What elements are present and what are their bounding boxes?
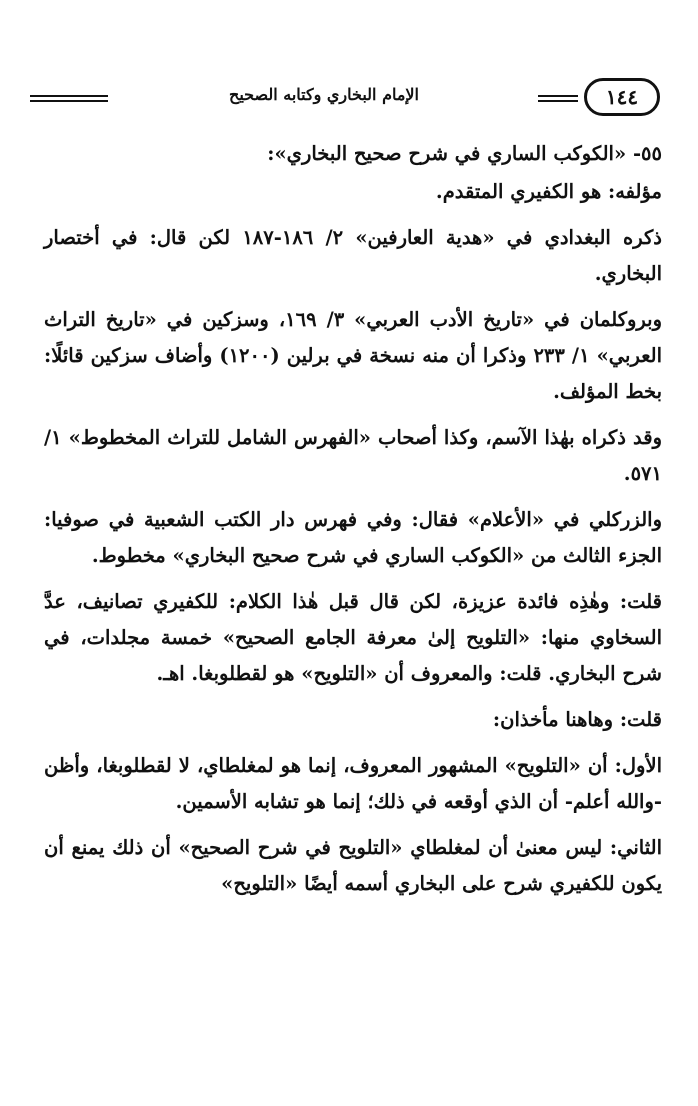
paragraph: الثاني: ليس معنىٰ أن لمغلطاي «التلويح في شرح الصحيح» أن ذلك يمنع أن يكون للكفيري شرح على البخاري أسمه أيضًا «التلويح» xyxy=(44,836,662,895)
paragraph: قلت: وهٰذِه فائدة عزيزة، لكن قال قبل هٰذا الكلام: للكفيري تصانيف، عدَّ السخاوي منها: «التلويح إلىٰ معرفة الجامع الصحيح» خمسة مجلدات، في شرح البخاري. قلت: والمعروف أن «التلويح» هو لقطلوبغا. اهـ. xyxy=(44,590,662,685)
running-title: الإمام البخاري وكتابه الصحيح xyxy=(229,85,419,104)
header-rule-left xyxy=(30,95,108,102)
paragraph: وقد ذكراه بهٰذا الآسم، وكذا أصحاب «الفهرس الشامل للتراث المخطوط» ١/ ٥٧١. xyxy=(44,426,662,485)
entry-heading: ٥٥- «الكوكب الساري في شرح صحيح البخاري»: xyxy=(267,142,662,165)
page-header xyxy=(30,78,660,118)
page-number: ١٤٤ xyxy=(584,78,660,116)
header-rule-right xyxy=(538,95,578,102)
page-body xyxy=(44,136,662,912)
paragraph: وبروكلمان في «تاريخ الأدب العربي» ٣/ ١٦٩، وسزكين في «تاريخ التراث العربي» ١/ ٢٣٣ وذكرا أن منه نسخة في برلين (١٢٠٠) وأضاف سزكين قائلًا: بخط المؤلف. xyxy=(44,308,662,403)
paragraph: والزركلي في «الأعلام» فقال: وفي فهرس دار الكتب الشعبية في صوفيا: الجزء الثالث من «الكوكب الساري في شرح صحيح البخاري» مخطوط. xyxy=(44,508,662,567)
paragraph: الأول: أن «التلويح» المشهور المعروف، إنما هو لمغلطاي، لا لقطلوبغا، وأظن -والله أعلم- أن الذي أوقعه في ذلك؛ إنما هو تشابه الأسمين. xyxy=(44,754,662,813)
paragraph: قلت: وهاهنا مأخذان: xyxy=(492,708,662,731)
paragraph: ذكره البغدادي في «هدية العارفين» ٢/ ١٨٦-١٨٧ لكن قال: في أختصار البخاري. xyxy=(44,226,662,285)
paragraph: مؤلفه: هو الكفيري المتقدم. xyxy=(435,180,662,203)
